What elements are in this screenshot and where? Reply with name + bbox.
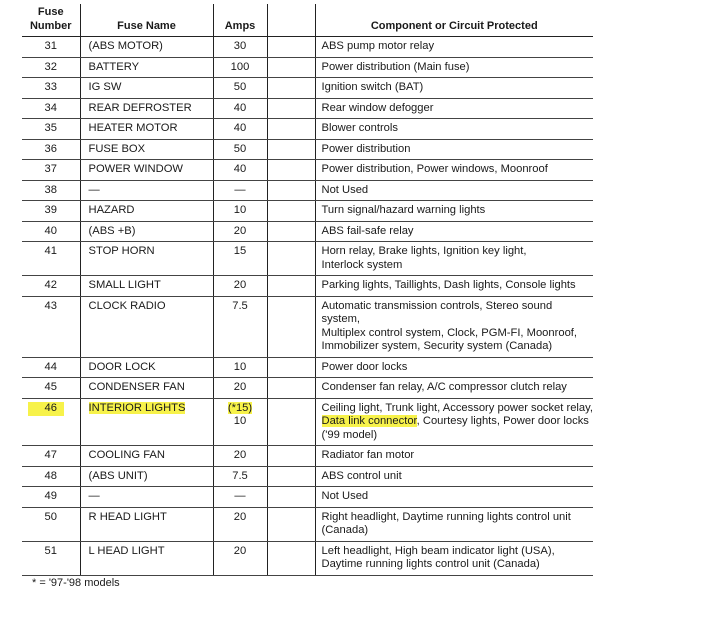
fuse-name-cell: COOLING FAN — [80, 446, 213, 467]
amps-cell: 20 — [213, 378, 267, 399]
table-row — [22, 201, 593, 222]
fuse-number-cell: 48 — [22, 466, 80, 487]
spacer-cell — [267, 160, 315, 181]
component-cell: Power distribution — [315, 139, 593, 160]
amps-cell: 7.5 — [213, 466, 267, 487]
spacer-cell — [267, 221, 315, 242]
component-cell: Power door locks — [315, 357, 593, 378]
spacer-cell — [267, 57, 315, 78]
fuse-number-cell: 39 — [22, 201, 80, 222]
fuse-number-cell: 32 — [22, 57, 80, 78]
fuse-name-cell: (ABS +B) — [80, 221, 213, 242]
fuse-number-cell: 35 — [22, 119, 80, 140]
fuse-number-cell: 38 — [22, 180, 80, 201]
fuse-name-cell: BATTERY — [80, 57, 213, 78]
component-cell: Not Used — [315, 180, 593, 201]
fuse-number-cell: 51 — [22, 541, 80, 575]
table-row — [22, 507, 593, 541]
amps-cell: — — [213, 487, 267, 508]
component-cell: Radiator fan motor — [315, 446, 593, 467]
component-cell: Ignition switch (BAT) — [315, 78, 593, 99]
fuse-number-cell: 43 — [22, 296, 80, 357]
table-row — [22, 487, 593, 508]
fuse-number-cell: 50 — [22, 507, 80, 541]
spacer-cell — [267, 296, 315, 357]
amps-cell: 100 — [213, 57, 267, 78]
fuse-number-cell: 49 — [22, 487, 80, 508]
spacer-cell — [267, 487, 315, 508]
table-row — [22, 398, 593, 446]
fuse-table — [22, 4, 593, 576]
amps-cell: 20 — [213, 507, 267, 541]
fuse-name-cell: REAR DEFROSTER — [80, 98, 213, 119]
spacer-cell — [267, 446, 315, 467]
amps-cell: 7.5 — [213, 296, 267, 357]
table-row — [22, 466, 593, 487]
amps-cell: — — [213, 180, 267, 201]
table-row — [22, 78, 593, 99]
footnote: * = '97-'98 models — [32, 577, 120, 589]
amps-cell: 40 — [213, 119, 267, 140]
table-row — [22, 57, 593, 78]
amps-cell: 15 — [213, 242, 267, 276]
fuse-number-cell: 36 — [22, 139, 80, 160]
header-gap — [267, 4, 315, 37]
amps-cell: 50 — [213, 78, 267, 99]
fuse-number-cell: 31 — [22, 37, 80, 58]
spacer-cell — [267, 180, 315, 201]
fuse-name-cell: POWER WINDOW — [80, 160, 213, 181]
table-row — [22, 139, 593, 160]
amps-cell: 30 — [213, 37, 267, 58]
spacer-cell — [267, 507, 315, 541]
fuse-name-cell: DOOR LOCK — [80, 357, 213, 378]
fuse-number-cell: 44 — [22, 357, 80, 378]
fuse-number-cell: 42 — [22, 276, 80, 297]
spacer-cell — [267, 98, 315, 119]
table-row — [22, 446, 593, 467]
amps-cell: 20 — [213, 276, 267, 297]
spacer-cell — [267, 78, 315, 99]
table-row — [22, 221, 593, 242]
fuse-name-cell: SMALL LIGHT — [80, 276, 213, 297]
amps-cell: 20 — [213, 221, 267, 242]
table-row — [22, 180, 593, 201]
table-row — [22, 378, 593, 399]
fuse-name-cell: L HEAD LIGHT — [80, 541, 213, 575]
fuse-number-cell: 45 — [22, 378, 80, 399]
fuse-name-cell: HAZARD — [80, 201, 213, 222]
fuse-number-cell: 34 — [22, 98, 80, 119]
component-cell: Not Used — [315, 487, 593, 508]
amps-cell: 20 — [213, 541, 267, 575]
fuse-name-cell: STOP HORN — [80, 242, 213, 276]
spacer-cell — [267, 466, 315, 487]
component-cell: Turn signal/hazard warning lights — [315, 201, 593, 222]
component-cell: Blower controls — [315, 119, 593, 140]
table-row — [22, 98, 593, 119]
fuse-name-cell: (ABS MOTOR) — [80, 37, 213, 58]
component-cell: Left headlight, High beam indicator light (USA), Daytime running lights control unit (Canada) — [315, 541, 593, 575]
component-cell: Ceiling light, Trunk light, Accessory power socket relay, Data link connector, Courtesy lights, Power door locks ('99 model) — [315, 398, 593, 446]
amps-cell: 20 — [213, 446, 267, 467]
fuse-name-cell: CONDENSER FAN — [80, 378, 213, 399]
table-row — [22, 276, 593, 297]
spacer-cell — [267, 276, 315, 297]
table-row — [22, 296, 593, 357]
spacer-cell — [267, 119, 315, 140]
table-row — [22, 357, 593, 378]
fuse-name-cell: HEATER MOTOR — [80, 119, 213, 140]
component-cell: Automatic transmission controls, Stereo sound system, Multiplex control system, Clock, PGM-FI, Moonroof, Immobilizer system, Security system (Canada) — [315, 296, 593, 357]
spacer-cell — [267, 541, 315, 575]
component-cell: ABS control unit — [315, 466, 593, 487]
table-row — [22, 160, 593, 181]
component-cell: Power distribution, Power windows, Moonroof — [315, 160, 593, 181]
amps-cell: 50 — [213, 139, 267, 160]
fuse-name-cell: (ABS UNIT) — [80, 466, 213, 487]
table-row — [22, 242, 593, 276]
fuse-number-cell: 37 — [22, 160, 80, 181]
fuse-number-cell: 41 — [22, 242, 80, 276]
component-cell: Parking lights, Taillights, Dash lights, Console lights — [315, 276, 593, 297]
table-row — [22, 119, 593, 140]
spacer-cell — [267, 357, 315, 378]
header-fuse-name: Fuse Name — [80, 4, 213, 37]
component-cell: ABS pump motor relay — [315, 37, 593, 58]
spacer-cell — [267, 201, 315, 222]
fuse-number-cell: 33 — [22, 78, 80, 99]
header-component: Component or Circuit Protected — [315, 4, 593, 37]
component-cell: Condenser fan relay, A/C compressor clutch relay — [315, 378, 593, 399]
fuse-name-cell: IG SW — [80, 78, 213, 99]
table-header-row — [22, 4, 593, 37]
component-cell: ABS fail-safe relay — [315, 221, 593, 242]
amps-cell: 40 — [213, 160, 267, 181]
amps-cell: 10 — [213, 357, 267, 378]
fuse-number-cell: 47 — [22, 446, 80, 467]
amps-cell: 40 — [213, 98, 267, 119]
component-cell: Right headlight, Daytime running lights control unit (Canada) — [315, 507, 593, 541]
spacer-cell — [267, 139, 315, 160]
table-row — [22, 541, 593, 575]
spacer-cell — [267, 37, 315, 58]
header-amps: Amps — [213, 4, 267, 37]
fuse-name-cell: INTERIOR LIGHTS — [80, 398, 213, 446]
fuse-number-cell: 46 — [22, 398, 80, 446]
component-cell: Rear window defogger — [315, 98, 593, 119]
component-cell: Power distribution (Main fuse) — [315, 57, 593, 78]
component-cell: Horn relay, Brake lights, Ignition key light, Interlock system — [315, 242, 593, 276]
amps-cell: 10 — [213, 201, 267, 222]
fuse-name-cell: R HEAD LIGHT — [80, 507, 213, 541]
spacer-cell — [267, 242, 315, 276]
amps-cell: (*15) 10 — [213, 398, 267, 446]
fuse-number-cell: 40 — [22, 221, 80, 242]
spacer-cell — [267, 378, 315, 399]
header-fuse-number: Fuse Number — [22, 4, 80, 37]
table-row — [22, 37, 593, 58]
fuse-name-cell: — — [80, 180, 213, 201]
spacer-cell — [267, 398, 315, 446]
fuse-name-cell: — — [80, 487, 213, 508]
fuse-name-cell: FUSE BOX — [80, 139, 213, 160]
fuse-name-cell: CLOCK RADIO — [80, 296, 213, 357]
